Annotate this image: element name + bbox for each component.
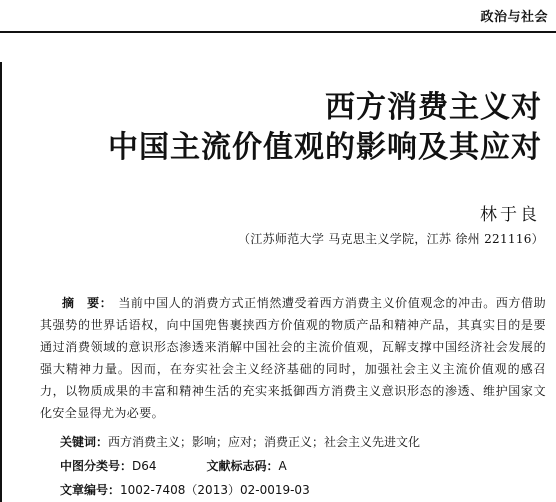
section-label: 政治与社会 bbox=[480, 10, 548, 25]
title-line-1: 西方消费主义对 bbox=[325, 90, 542, 125]
author-name: 林于良 bbox=[480, 205, 540, 225]
article-title bbox=[108, 88, 542, 168]
keywords-text: 西方消费主义；影响；应对；消费正义；社会主义先进文化 bbox=[108, 435, 421, 449]
abstract-label: 摘 要： bbox=[62, 296, 113, 310]
abstract-text: 当前中国人的消费方式正悄然遭受着西方消费主义价值观念的冲击。西方借助其强势的世界话语权，向中国兜售裹挟西方价值观的物质产品和精神产品，其真实目的是要通过消费领域的意识形态渗透来消解中国社会的主流价值观，瓦解支撑中国经济社会发展的强大精神力量。因而，在夯实社会主义经济基础的同时，加强社会主义主流价值观的感召力，以物质成果的丰富和精神生活的充实来抵御西方消费主义意识形态的渗透、维护国家文化安全显得尤为必要。 bbox=[40, 296, 546, 420]
article-number-line bbox=[60, 481, 310, 498]
doc-code-value: A bbox=[278, 459, 287, 473]
classification-line bbox=[60, 457, 287, 474]
clc-label: 中图分类号： bbox=[60, 459, 133, 473]
clc-value: D64 bbox=[132, 459, 157, 473]
article-no-label: 文章编号： bbox=[60, 483, 121, 497]
author-affiliation: （江苏师范大学 马克思主义学院，江苏 徐州 221116） bbox=[238, 232, 544, 246]
left-margin-rule bbox=[0, 62, 2, 502]
article-no-value: 1002-7408（2013）02-0019-03 bbox=[120, 483, 310, 497]
keywords-label: 关键词： bbox=[60, 435, 109, 449]
title-line-2: 中国主流价值观的影响及其应对 bbox=[108, 130, 542, 165]
keywords-line bbox=[60, 433, 420, 450]
abstract bbox=[40, 292, 546, 424]
doc-code-label: 文献标志码： bbox=[206, 459, 279, 473]
header-rule bbox=[0, 31, 556, 33]
